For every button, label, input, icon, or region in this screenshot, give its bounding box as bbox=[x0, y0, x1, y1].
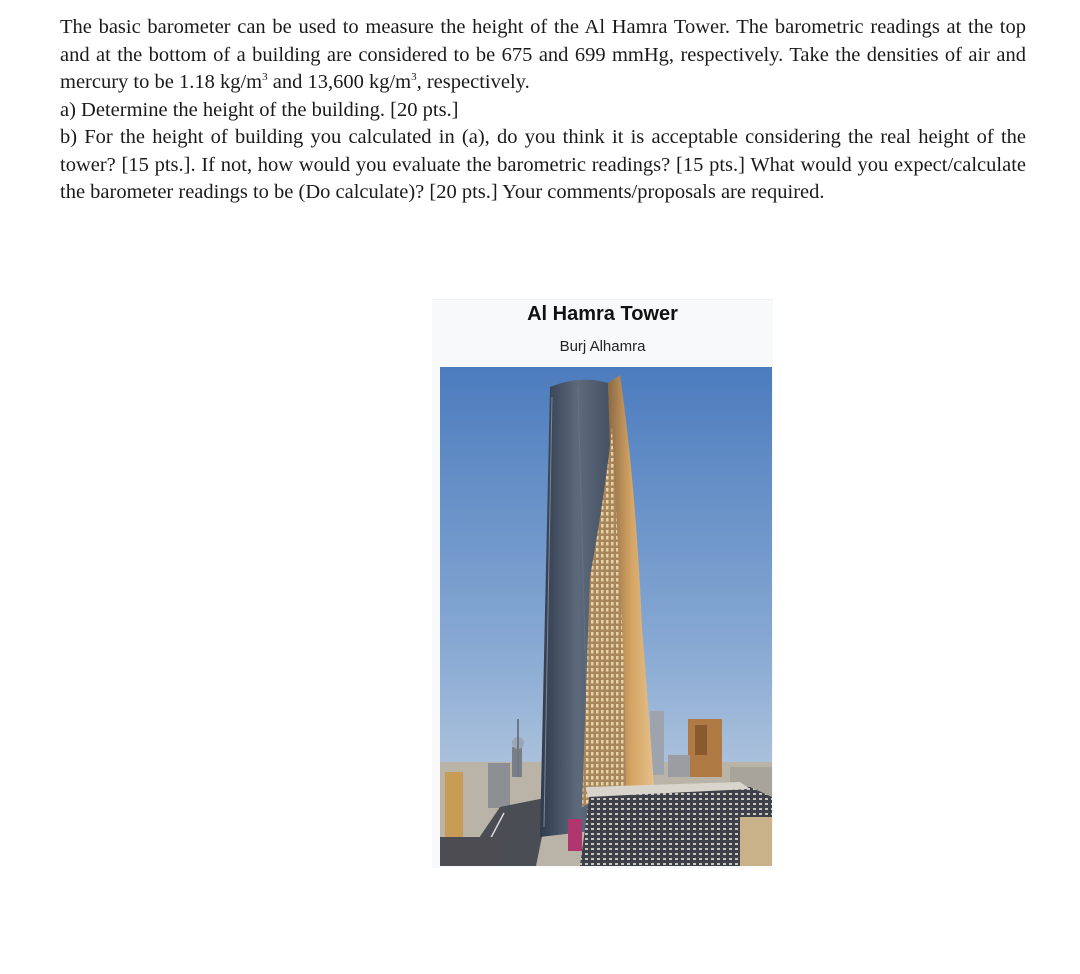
infobox-subtitle: Burj Alhamra bbox=[559, 338, 646, 355]
problem-intro: The basic barometer can be used to measure the height of the Al Hamra Tower. The barometric readings at the top and at the bottom of a building are considered to be 675 and 699 mmHg, respectively. Take the densities of air and mercury to be 1.18 $kg/m^3$ and 13,600 $kg/m^3$, respectively. bbox=[60, 16, 1026, 93]
problem-statement bbox=[60, 14, 1026, 207]
infobox-title: Al Hamra Tower bbox=[527, 303, 678, 325]
tower-photo bbox=[440, 367, 772, 866]
problem-part-b: b) For the height of building you calculated in (a), do you think it is acceptable considering the real height of the tower? [15 pts.]. If not, how would you evaluate the barometric readings? [15 pts.] What would you expect/calculate the barometer readings to be (Do calculate)? [20 pts.] Your comments/proposals are required. bbox=[60, 126, 1026, 203]
problem-part-a: a) Determine the height of the building. [20 pts.] bbox=[60, 98, 459, 121]
